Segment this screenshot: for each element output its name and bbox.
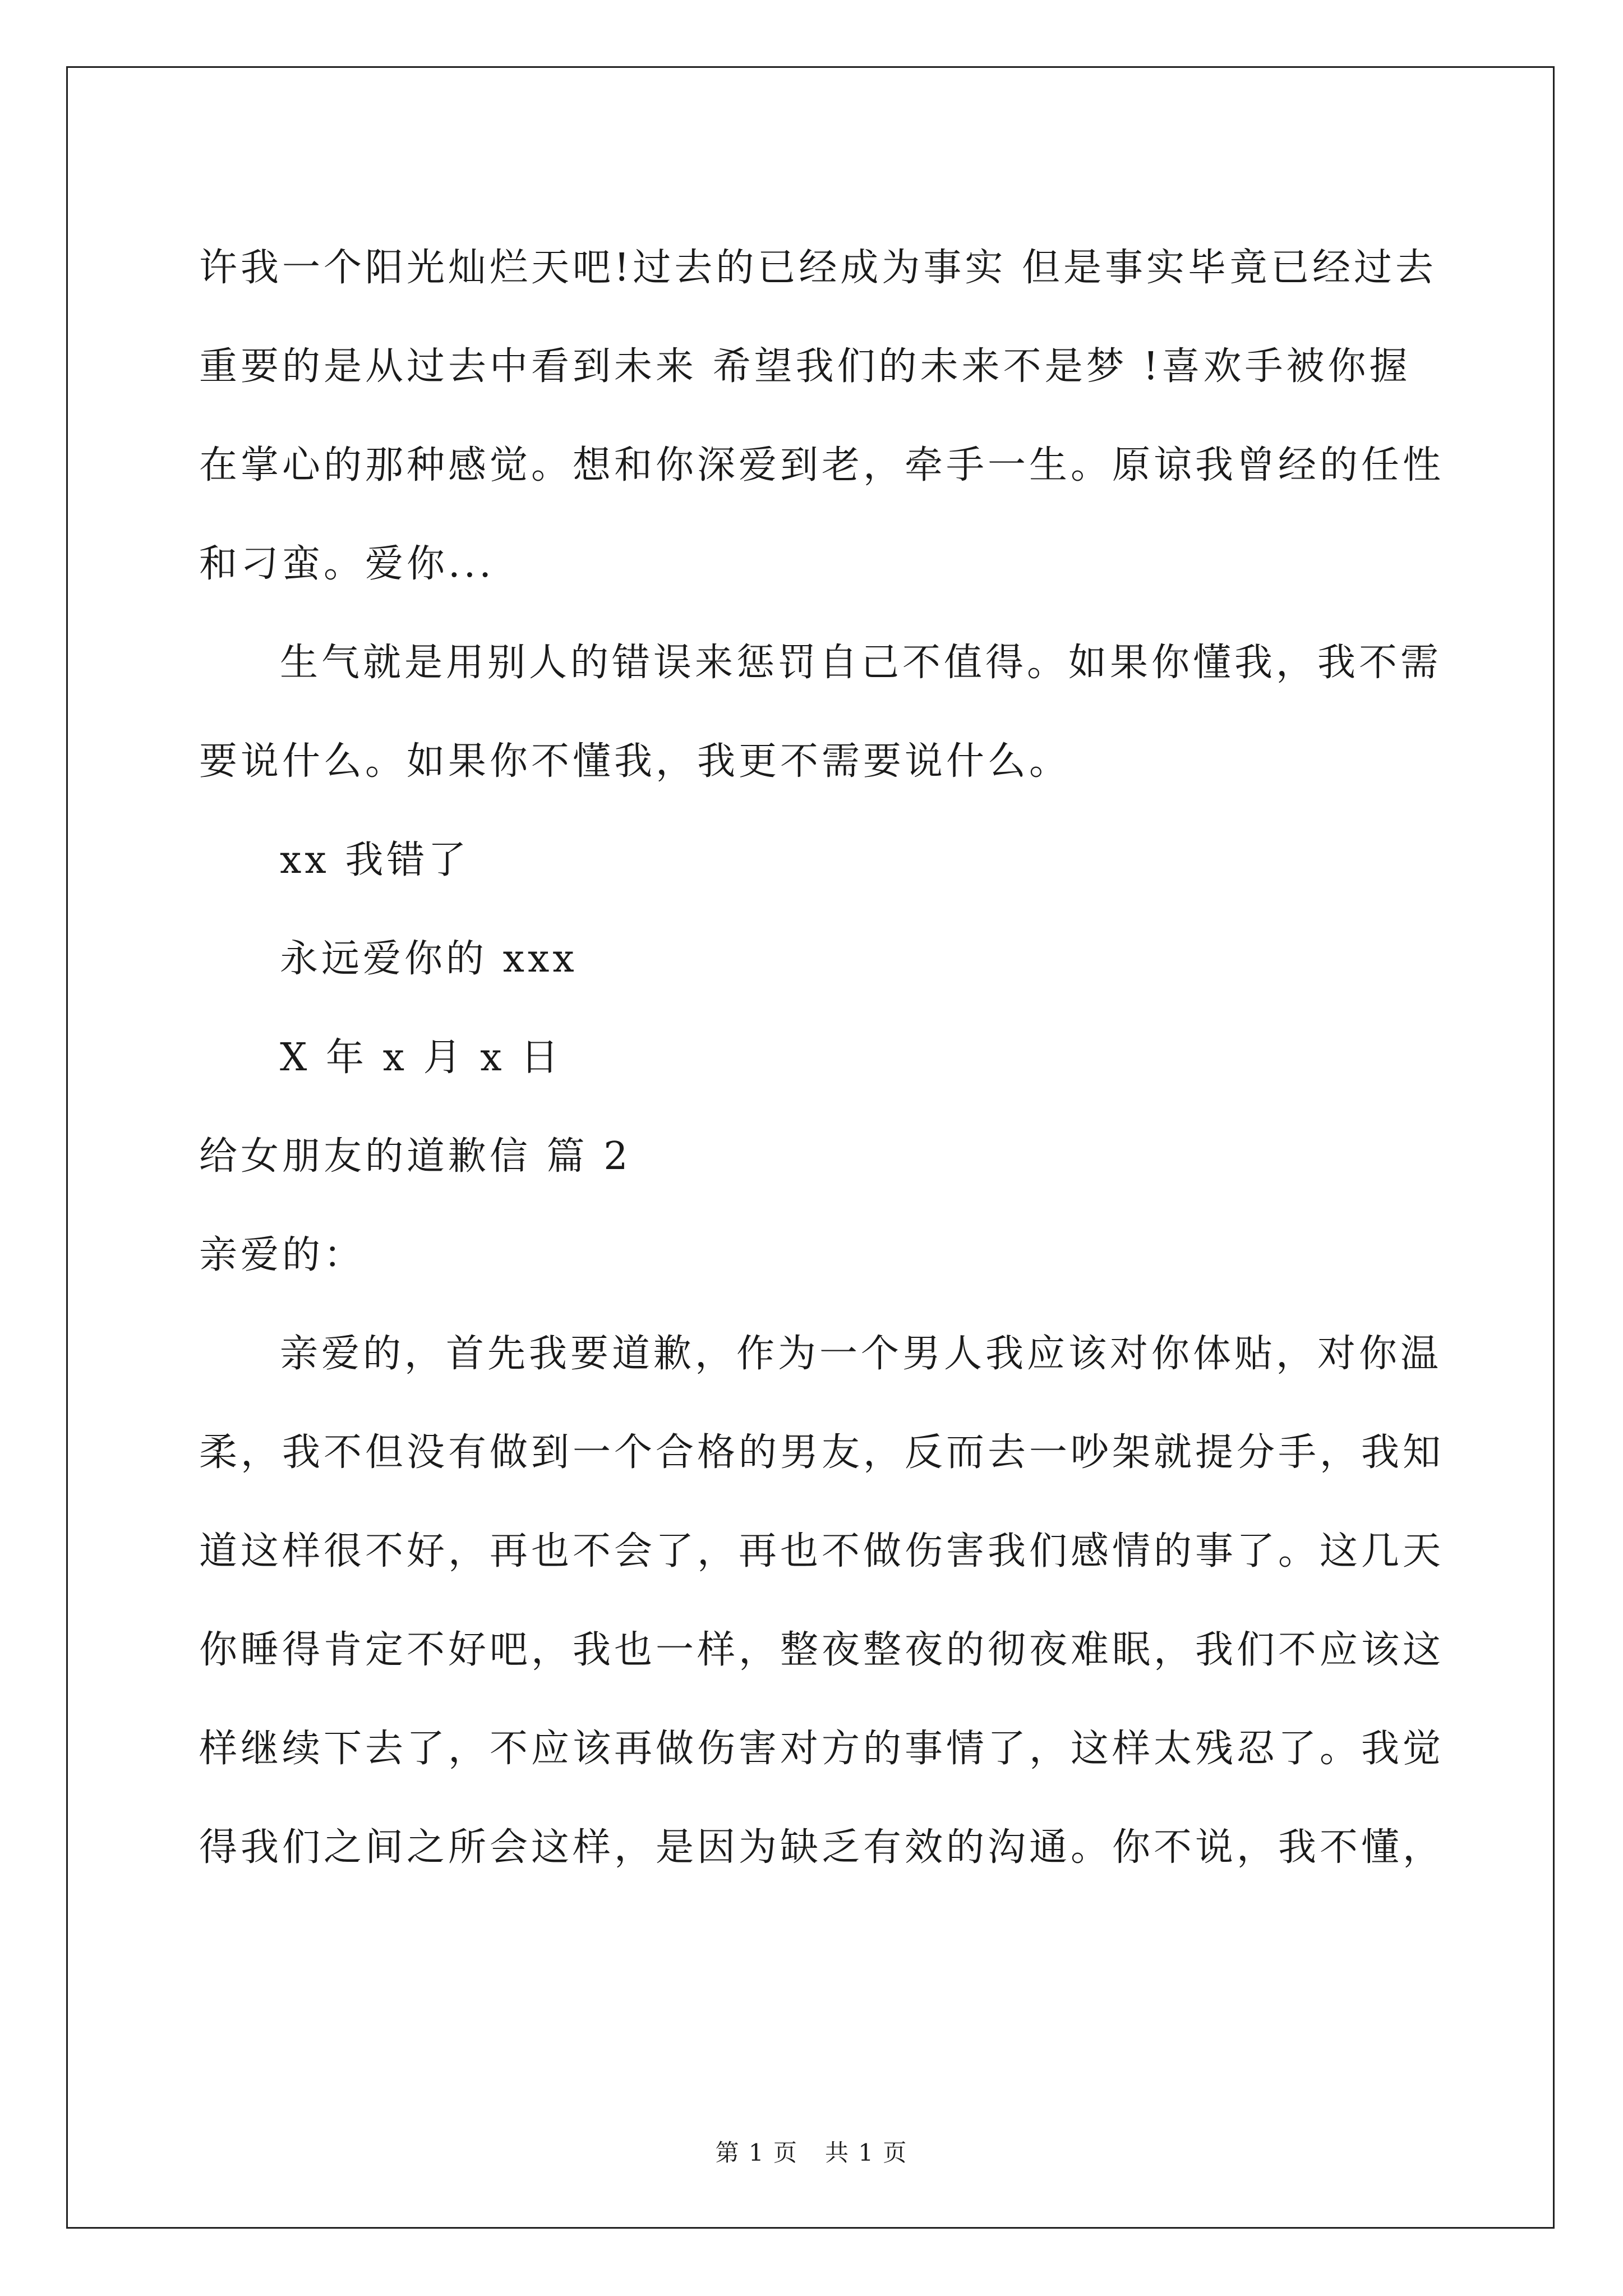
paragraph-line: 道这样很不好，再也不会了，再也不做伤害我们感情的事了。这几天 (199, 1529, 1445, 1573)
paragraph-line: 重要的是从过去中看到未来 希望我们的未来不是梦 !喜欢手被你握 (199, 344, 1411, 389)
section-heading: 给女朋友的道歉信 篇 2 (199, 1134, 631, 1179)
paragraph-line: 和刁蛮。爱你... (199, 542, 495, 586)
signature-line: 永远爱你的 xxx (280, 937, 578, 981)
paragraph-line: 柔，我不但没有做到一个合格的男友，反而去一吵架就提分手，我知 (199, 1430, 1445, 1475)
salutation: 亲爱的： (199, 1233, 366, 1277)
page-total: 共 1 页 (825, 2139, 908, 2166)
date-line: X 年 x 月 x 日 (280, 1036, 562, 1080)
paragraph-line: 许我一个阳光灿烂天吧!过去的已经成为事实 但是事实毕竟已经过去 (199, 246, 1437, 290)
paragraph-line: 样继续下去了，不应该再做伤害对方的事情了，这样太残忍了。我觉 (199, 1727, 1445, 1771)
paragraph-line: 要说什么。如果你不懂我，我更不需要说什么。 (199, 739, 1071, 784)
paragraph-line: 亲爱的，首先我要道歉，作为一个男人我应该对你体贴，对你温 (280, 1332, 1442, 1376)
apology-line: xx 我错了 (280, 838, 470, 882)
page-number: 第 1 页 (715, 2139, 798, 2166)
paragraph-line: 生气就是用别人的错误来惩罚自己不值得。如果你懂我，我不需 (280, 641, 1442, 685)
paragraph-line: 得我们之间之所会这样，是因为缺乏有效的沟通。你不说，我不懂， (199, 1825, 1445, 1870)
document-body (199, 219, 1445, 1897)
page-footer (0, 2134, 1623, 2168)
paragraph-line: 你睡得肯定不好吧，我也一样，整夜整夜的彻夜难眠，我们不应该这 (199, 1628, 1445, 1672)
paragraph-line: 在掌心的那种感觉。想和你深爱到老，牵手一生。原谅我曾经的任性 (199, 443, 1445, 487)
